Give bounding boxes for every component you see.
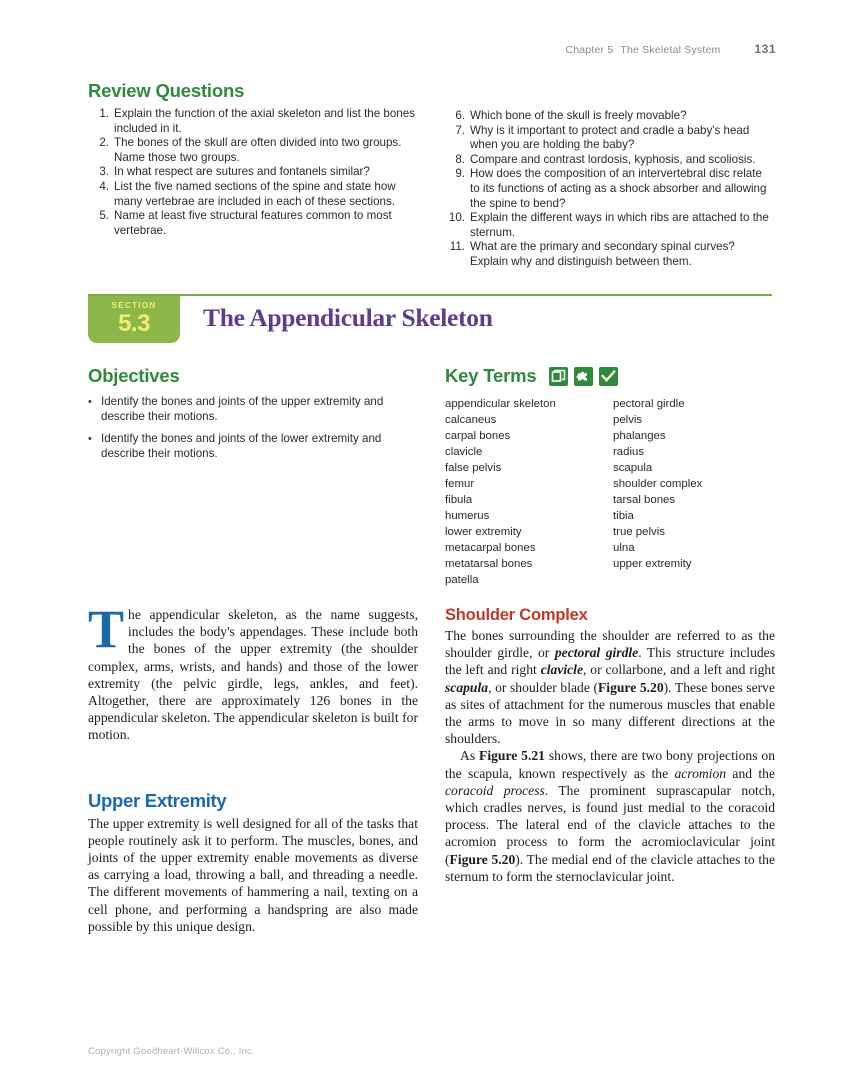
review-question-text: How does the composition of an intervertebral disc relate to its functions of acting as a shock absorber and allowing the spine to bend? xyxy=(470,167,767,210)
review-question-item xyxy=(88,209,416,238)
running-head-section-title: The Skeletal System xyxy=(620,44,721,56)
flashcards-icon[interactable] xyxy=(549,367,568,386)
review-questions-columns xyxy=(88,107,772,270)
key-term: false pelvis xyxy=(445,462,502,474)
review-question-text: The bones of the skull are often divided into two groups. Name those two groups. xyxy=(114,136,402,164)
running-head-chapter: Chapter 5 xyxy=(565,44,614,56)
key-term: clavicle xyxy=(445,446,483,458)
drop-cap: T xyxy=(88,599,125,659)
intro-paragraph-text: he appendicular skeleton, as the name suggests, includes the body's appendages. These include both the bones of the upper extremity (the shoulder complex, arms, wrists, and hands) and those of the lower extremity (the pelvic girdle, legs, ankles, and feet). Altogether, there are approximately 126 bones in the appendicular skeleton. The appendicular skeleton is built for motion. xyxy=(88,607,419,743)
objective-item xyxy=(88,432,418,461)
objective-text: Identify the bones and joints of the upper extremity and describe their motions. xyxy=(101,395,384,423)
key-term: lower extremity xyxy=(445,526,522,538)
objectives-heading: Objectives xyxy=(88,365,180,386)
review-question-item xyxy=(444,167,772,211)
review-question-item xyxy=(444,211,772,240)
review-question-number: 7. xyxy=(455,123,465,137)
review-questions-block xyxy=(88,80,772,270)
key-terms-heading: Key Terms xyxy=(445,365,537,386)
shoulder-complex-paragraph-2: As Figure 5.21 shows, there are two bony projections on the scapula, known respectively as the acromion and the coracoid process. The prominent suprascapular notch, which cradles nerves, is found just medial to the coracoid process. The lateral end of the clavicle attaches to the acromion process to form the acromioclavicular joint (Figure 5.20). The medial end of the clavicle attaches to the sternum to form the sternoclavicular joint. xyxy=(445,748,775,884)
review-question-number: 5. xyxy=(99,209,109,223)
review-question-number: 1. xyxy=(99,107,109,120)
key-terms-column-left xyxy=(445,396,613,588)
key-term: calcaneus xyxy=(445,414,497,426)
key-term: appendicular skeleton xyxy=(445,398,556,410)
review-questions-column-left xyxy=(88,107,416,270)
review-question-number: 4. xyxy=(99,179,109,193)
review-question-item xyxy=(88,165,416,180)
copyright-footer: Copyright Goodheart-Willcox Co., Inc. xyxy=(88,1046,255,1057)
review-question-number: 3. xyxy=(99,165,109,179)
objectives-list xyxy=(88,395,418,461)
upper-extremity-heading: Upper Extremity xyxy=(88,789,227,811)
review-question-text: List the five named sections of the spine and state how many vertebrae are included in each of these sections. xyxy=(114,179,396,208)
key-term: radius xyxy=(613,446,645,458)
upper-extremity-paragraph: The upper extremity is well designed for all of the tasks that people routinely ask it to perform. The muscles, bones, and joints of the upper extremity enable movements as diverse as carrying a load, throwing a ball, and threading a needle. The different movements of hammering a nail, texting on a cell phone, and performing a handspring are also made possible by this unique design. xyxy=(88,815,418,934)
bullet-icon: • xyxy=(88,433,92,446)
review-question-item xyxy=(88,180,416,209)
review-question-item xyxy=(88,136,416,165)
review-question-text: Why is it important to protect and cradle a baby's head when you are holding the baby? xyxy=(470,123,750,152)
key-term: shoulder complex xyxy=(613,478,703,490)
body-column-left xyxy=(88,599,419,935)
section-title: The Appendicular Skeleton xyxy=(203,303,493,332)
review-question-text: In what respect are sutures and fontanels similar? xyxy=(114,165,370,179)
key-term: upper extremity xyxy=(613,558,692,570)
section-badge-number: 5.3 xyxy=(118,310,150,337)
shoulder-complex-heading: Shoulder Complex xyxy=(445,606,588,624)
review-question-item xyxy=(444,109,772,124)
key-term: metatarsal bones xyxy=(445,558,533,570)
running-head xyxy=(88,42,776,56)
key-terms-block xyxy=(445,365,775,588)
checkmark-icon[interactable] xyxy=(599,367,618,386)
key-term: humerus xyxy=(445,510,490,522)
review-questions-list-right xyxy=(444,109,772,270)
objective-text: Identify the bones and joints of the lower extremity and describe their motions. xyxy=(101,432,382,460)
review-question-item xyxy=(444,124,772,153)
section-divider-rule xyxy=(88,294,772,296)
section-badge xyxy=(88,296,180,343)
review-question-text: What are the primary and secondary spinal curves? Explain why and distinguish between them. xyxy=(470,240,735,268)
intro-paragraph xyxy=(88,599,419,744)
review-question-item xyxy=(444,153,772,168)
key-term: pectoral girdle xyxy=(613,398,685,410)
key-terms-icon-group xyxy=(549,367,618,386)
key-term: ulna xyxy=(613,542,635,554)
review-question-text: Which bone of the skull is freely movable? xyxy=(470,109,687,122)
objective-item xyxy=(88,395,418,424)
review-question-text: Name at least five structural features common to most vertebrae. xyxy=(114,209,392,237)
key-term: patella xyxy=(445,574,479,586)
review-question-item xyxy=(444,240,772,269)
review-question-item xyxy=(88,107,416,136)
review-question-text: Explain the different ways in which ribs are attached to the sternum. xyxy=(470,211,769,239)
key-term: scapula xyxy=(613,462,653,474)
review-questions-heading: Review Questions xyxy=(88,80,245,101)
review-questions-column-right xyxy=(444,107,772,270)
bullet-icon: • xyxy=(88,396,92,408)
review-question-number: 6. xyxy=(455,109,465,122)
key-terms-column-right xyxy=(613,396,775,588)
review-question-number: 9. xyxy=(455,167,465,181)
key-term: phalanges xyxy=(613,430,666,442)
key-term: tarsal bones xyxy=(613,494,676,506)
puzzle-piece-icon[interactable] xyxy=(574,367,593,386)
objectives-block xyxy=(88,365,418,469)
review-question-number: 11. xyxy=(449,240,465,254)
key-terms-header xyxy=(445,365,775,387)
key-term: metacarpal bones xyxy=(445,542,536,554)
shoulder-complex-paragraph-1: The bones surrounding the shoulder are referred to as the shoulder girdle, or pectoral girdle. This structure includes the left and right clavicle, or collarbone, and a left and right scapula, or shoulder blade (Figure 5.20). These bones serve as sites of attachment for the numerous muscles that enable the arms to move in so many different directions at the shoulders. xyxy=(445,628,775,747)
section-badge-label: SECTION xyxy=(111,300,157,310)
review-questions-list-left xyxy=(88,107,416,238)
key-term: carpal bones xyxy=(445,430,511,442)
key-terms-columns xyxy=(445,396,775,588)
review-question-number: 8. xyxy=(455,152,465,166)
key-term: pelvis xyxy=(613,414,643,426)
review-question-text: Compare and contrast lordosis, kyphosis, and scoliosis. xyxy=(470,152,756,166)
key-term: tibia xyxy=(613,510,634,522)
key-term: fibula xyxy=(445,494,473,506)
review-question-number: 2. xyxy=(99,136,109,150)
review-question-text: Explain the function of the axial skeleton and list the bones included in it. xyxy=(114,107,415,135)
key-term: femur xyxy=(445,478,475,490)
body-column-right xyxy=(445,606,775,885)
key-term: true pelvis xyxy=(613,526,665,538)
page-number: 131 xyxy=(754,42,776,56)
review-question-number: 10. xyxy=(448,211,465,225)
